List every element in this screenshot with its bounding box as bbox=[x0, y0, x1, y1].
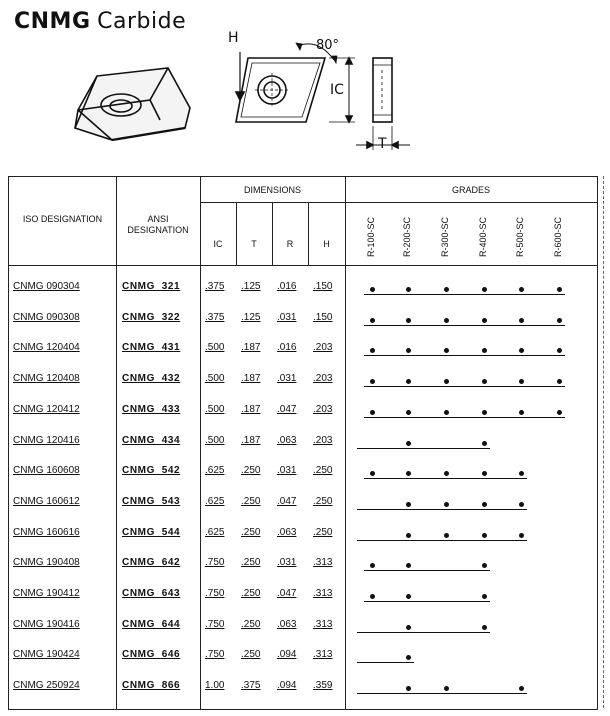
header-iso: ISO DESIGNATION bbox=[22, 214, 103, 224]
grade-available-dot bbox=[444, 410, 449, 415]
grade-available-dot bbox=[482, 441, 487, 446]
dimension-r: .031 bbox=[277, 311, 297, 323]
insert-3d-view bbox=[75, 68, 190, 140]
dimension-t: .125 bbox=[241, 281, 261, 292]
iso-designation: CNMG 190416 bbox=[13, 618, 80, 630]
grade-available-dot bbox=[406, 594, 411, 599]
header-t: T bbox=[251, 239, 257, 249]
header-grade: R-500-SC bbox=[515, 216, 525, 257]
dimension-h: .203 bbox=[313, 403, 333, 415]
grade-availability-line bbox=[357, 632, 490, 633]
dimension-ic: .750 bbox=[205, 588, 225, 599]
iso-designation: CNMG 090308 bbox=[13, 311, 80, 323]
grade-available-dot bbox=[444, 379, 449, 384]
ansi-designation: CNMG 646 bbox=[122, 649, 181, 661]
grade-available-dot bbox=[444, 348, 449, 353]
dimension-h: .150 bbox=[313, 281, 333, 292]
ansi-designation: CNMG 431 bbox=[122, 342, 181, 354]
dimension-t: .187 bbox=[241, 373, 261, 385]
dimension-h: .203 bbox=[313, 434, 333, 446]
grade-availability-line bbox=[364, 417, 565, 418]
dimension-t: .187 bbox=[241, 342, 261, 354]
dimension-r: .016 bbox=[277, 342, 297, 354]
grade-available-dot bbox=[406, 379, 411, 384]
dimension-h: .250 bbox=[313, 526, 333, 538]
grade-available-dot bbox=[370, 287, 375, 292]
grade-availability-line bbox=[364, 294, 565, 295]
dimension-h: .150 bbox=[313, 311, 333, 323]
dimension-ic: .625 bbox=[205, 465, 225, 477]
dimension-h: .313 bbox=[313, 557, 333, 569]
dimension-ic: .500 bbox=[205, 373, 225, 385]
dimension-t: .250 bbox=[241, 557, 261, 569]
grade-available-dot bbox=[519, 379, 524, 384]
grade-available-dot bbox=[519, 318, 524, 323]
dimension-t: .375 bbox=[241, 680, 261, 692]
grade-available-dot bbox=[482, 348, 487, 353]
grade-available-dot bbox=[406, 348, 411, 353]
iso-designation: CNMG 190408 bbox=[13, 557, 80, 569]
dimension-h: .203 bbox=[313, 342, 333, 354]
header-h: H bbox=[323, 239, 330, 249]
grade-available-dot bbox=[519, 410, 524, 415]
ansi-designation: CNMG 433 bbox=[122, 403, 181, 415]
grade-available-dot bbox=[406, 533, 411, 538]
dimension-ic: .625 bbox=[205, 495, 225, 507]
grade-available-dot bbox=[444, 287, 449, 292]
grade-availability-line bbox=[364, 386, 565, 387]
grade-available-dot bbox=[482, 563, 487, 568]
grade-availability-line bbox=[357, 509, 527, 510]
dimension-t: .187 bbox=[241, 434, 261, 446]
iso-designation: CNMG 120404 bbox=[13, 342, 80, 354]
grade-available-dot bbox=[557, 287, 562, 292]
grade-availability-line bbox=[357, 662, 414, 663]
iso-designation: CNMG 120412 bbox=[13, 403, 80, 415]
grade-available-dot bbox=[406, 686, 411, 691]
column-divider bbox=[345, 177, 346, 709]
grade-available-dot bbox=[557, 379, 562, 384]
label-t: T bbox=[378, 136, 387, 152]
grade-availability-line bbox=[357, 540, 527, 541]
iso-designation: CNMG 160612 bbox=[13, 495, 80, 507]
ansi-designation: CNMG 642 bbox=[122, 557, 181, 569]
ansi-designation: CNMG 542 bbox=[122, 465, 181, 477]
grade-available-dot bbox=[370, 318, 375, 323]
grade-available-dot bbox=[370, 471, 375, 476]
dimension-ic: .750 bbox=[205, 618, 225, 630]
grade-availability-line bbox=[364, 355, 565, 356]
grade-available-dot bbox=[406, 502, 411, 507]
grade-available-dot bbox=[444, 502, 449, 507]
dimension-t: .250 bbox=[241, 495, 261, 507]
grade-available-dot bbox=[482, 318, 487, 323]
ansi-designation: CNMG 866 bbox=[122, 680, 181, 692]
header-ic: IC bbox=[213, 239, 223, 249]
dimension-r: .063 bbox=[277, 526, 297, 538]
header-r: R bbox=[286, 239, 294, 249]
label-h: H bbox=[228, 30, 239, 46]
dimension-t: .250 bbox=[241, 588, 261, 599]
grade-available-dot bbox=[482, 379, 487, 384]
dimension-ic: .500 bbox=[205, 342, 225, 354]
dimension-t: .250 bbox=[241, 526, 261, 538]
dimension-r: .031 bbox=[277, 373, 297, 385]
grade-available-dot bbox=[370, 379, 375, 384]
header-grade: R-400-SC bbox=[478, 216, 488, 257]
grade-availability-line bbox=[357, 448, 490, 449]
dimension-t: .187 bbox=[241, 403, 261, 415]
grade-available-dot bbox=[370, 348, 375, 353]
dimension-r: .094 bbox=[277, 649, 297, 661]
dimension-t: .250 bbox=[241, 618, 261, 630]
grade-available-dot bbox=[406, 625, 411, 630]
dimension-h: .250 bbox=[313, 495, 333, 507]
dimension-r: .047 bbox=[277, 588, 297, 599]
grade-available-dot bbox=[482, 287, 487, 292]
dimension-ic: .500 bbox=[205, 403, 225, 415]
column-divider bbox=[116, 177, 117, 709]
column-divider bbox=[272, 202, 273, 265]
grade-available-dot bbox=[370, 594, 375, 599]
dimension-ic: .375 bbox=[205, 311, 225, 323]
inserts-table bbox=[8, 176, 598, 710]
grade-availability-line bbox=[364, 570, 490, 571]
grade-available-dot bbox=[444, 471, 449, 476]
grade-available-dot bbox=[406, 655, 411, 660]
grade-available-dot bbox=[406, 410, 411, 415]
grade-available-dot bbox=[557, 318, 562, 323]
dimension-h: .359 bbox=[313, 680, 333, 692]
ansi-designation: CNMG 544 bbox=[122, 526, 181, 538]
dimension-ic: .625 bbox=[205, 526, 225, 538]
ansi-designation: CNMG 543 bbox=[122, 495, 181, 507]
header-rule bbox=[9, 265, 597, 266]
header-grade: R-600-SC bbox=[553, 216, 563, 257]
grade-available-dot bbox=[519, 686, 524, 691]
grade-available-dot bbox=[519, 287, 524, 292]
iso-designation: CNMG 120416 bbox=[13, 434, 80, 446]
dimension-ic: 1.00 bbox=[205, 680, 225, 692]
grade-available-dot bbox=[406, 287, 411, 292]
dimension-h: .313 bbox=[313, 618, 333, 630]
column-divider bbox=[200, 177, 201, 709]
title-model: CNMG bbox=[14, 9, 91, 34]
grade-available-dot bbox=[406, 471, 411, 476]
label-angle: 80° bbox=[316, 38, 340, 53]
dimension-t: .125 bbox=[241, 311, 261, 323]
grade-availability-line bbox=[364, 478, 527, 479]
dimension-ic: .500 bbox=[205, 434, 225, 446]
grade-available-dot bbox=[444, 686, 449, 691]
iso-designation: CNMG 120408 bbox=[13, 373, 80, 385]
grade-available-dot bbox=[519, 348, 524, 353]
grade-available-dot bbox=[444, 533, 449, 538]
ansi-designation: CNMG 321 bbox=[122, 281, 181, 292]
grade-available-dot bbox=[519, 502, 524, 507]
column-divider bbox=[236, 202, 237, 265]
header-ansi: ANSI DESIGNATION bbox=[127, 214, 189, 235]
dimension-r: .047 bbox=[277, 495, 297, 507]
ansi-designation: CNMG 432 bbox=[122, 373, 181, 385]
header-grades: GRADES bbox=[451, 185, 490, 195]
dimension-t: .250 bbox=[241, 465, 261, 477]
grade-available-dot bbox=[519, 533, 524, 538]
dimension-r: .047 bbox=[277, 403, 297, 415]
grade-availability-line bbox=[357, 693, 527, 694]
grade-available-dot bbox=[482, 471, 487, 476]
grade-available-dot bbox=[482, 410, 487, 415]
dimension-ic: .375 bbox=[205, 281, 225, 292]
header-grade: R-200-SC bbox=[402, 216, 412, 257]
dimension-h: .313 bbox=[313, 649, 333, 661]
iso-designation: CNMG 090304 bbox=[13, 281, 80, 292]
dimension-r: .016 bbox=[277, 281, 297, 292]
ansi-designation: CNMG 644 bbox=[122, 618, 181, 630]
grade-available-dot bbox=[557, 410, 562, 415]
dimension-r: .063 bbox=[277, 618, 297, 630]
dimension-h: .203 bbox=[313, 373, 333, 385]
header-grade: R-300-SC bbox=[440, 216, 450, 257]
dimension-r: .063 bbox=[277, 434, 297, 446]
label-ic: IC bbox=[330, 82, 344, 98]
grade-availability-line bbox=[364, 325, 565, 326]
dimension-r: .094 bbox=[277, 680, 297, 692]
column-divider bbox=[308, 202, 309, 265]
dimension-r: .031 bbox=[277, 557, 297, 569]
ansi-designation: CNMG 434 bbox=[122, 434, 181, 446]
dimension-h: .313 bbox=[313, 588, 333, 599]
grade-availability-line bbox=[364, 601, 490, 602]
grade-available-dot bbox=[406, 441, 411, 446]
iso-designation: CNMG 160608 bbox=[13, 465, 80, 477]
iso-designation: CNMG 190412 bbox=[13, 588, 80, 599]
dimension-ic: .750 bbox=[205, 649, 225, 661]
grade-available-dot bbox=[406, 318, 411, 323]
page-edge-rule bbox=[603, 176, 604, 708]
grade-available-dot bbox=[519, 471, 524, 476]
grade-available-dot bbox=[444, 318, 449, 323]
iso-designation: CNMG 190424 bbox=[13, 649, 80, 661]
dimension-t: .250 bbox=[241, 649, 261, 661]
grade-available-dot bbox=[482, 533, 487, 538]
header-dimensions: DIMENSIONS bbox=[243, 185, 301, 195]
grade-available-dot bbox=[482, 594, 487, 599]
grade-available-dot bbox=[482, 502, 487, 507]
dimension-ic: .750 bbox=[205, 557, 225, 569]
iso-designation: CNMG 250924 bbox=[13, 680, 80, 692]
dimension-r: .031 bbox=[277, 465, 297, 477]
grade-available-dot bbox=[482, 625, 487, 630]
iso-designation: CNMG 160616 bbox=[13, 526, 80, 538]
grade-available-dot bbox=[370, 563, 375, 568]
dimension-h: .250 bbox=[313, 465, 333, 477]
grade-available-dot bbox=[370, 410, 375, 415]
grade-available-dot bbox=[406, 563, 411, 568]
title-material: Carbide bbox=[97, 9, 187, 34]
ansi-designation: CNMG 322 bbox=[122, 311, 181, 323]
header-grade: R-100-SC bbox=[366, 216, 376, 257]
ansi-designation: CNMG 643 bbox=[122, 588, 181, 599]
grade-available-dot bbox=[557, 348, 562, 353]
insert-drawings bbox=[0, 0, 610, 176]
header-rule bbox=[200, 202, 597, 203]
